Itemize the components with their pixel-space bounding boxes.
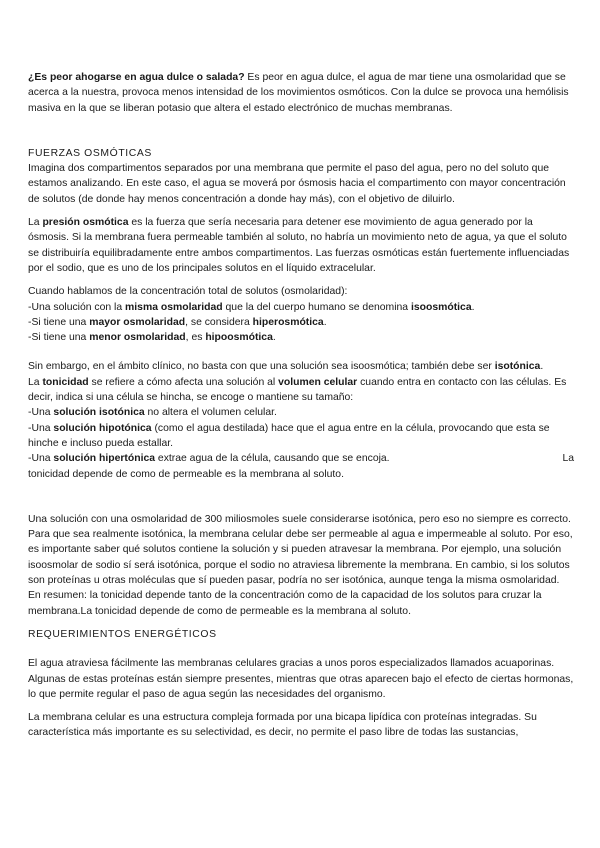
energeticos-paragraph-2: La membrana celular es una estructura compleja formada por una bicapa lipídica con proteínas integradas. Su característica más importante es su selectividad, es decir, no permite el paso libre de todas las sustancias, [28,712,537,739]
tonicidad-paragraph-2 [28,375,574,406]
osmolaridad-item-iso [28,300,574,315]
text-run: -Una solución con la [28,301,126,313]
text-run: no altera el volumen celular. [144,407,277,419]
term-isoosmotica: isoosmótica [410,301,472,313]
text-run: La [562,453,574,465]
text-run: La [28,376,43,388]
text-run: . [540,361,544,373]
term-misma-osmolaridad: misma osmolaridad [125,301,223,313]
text-run: cuando entra en contacto con las células. Es decir, indica si una célula se hincha, se encoge o mantiene su tamaño: [28,376,567,404]
tonicidad-item-isotonica [28,405,574,420]
isotonica-paragraph: Una solución con una osmolaridad de 300 miliosmoles suele considerarse isotónica, pero eso no siempre es correcto. Para que sea realmente isotónica, la membrana celular debe ser permeable al agua e impermeable al soluto. Por eso, es importante saber qué solutos contiene la solución y si pueden atravesar la membrana. Por ejemplo, una solución isoosmolar de sodio sí será isotónica, porque el sodio no atraviesa libremente la membrana. En cambio, si los solutos son proteínas u otras moléculas que sí pueden pasar, podría no ser isotónica, aunque tenga la misma osmolaridad. [28,513,573,587]
term-volumen-celular: volumen celular [278,376,358,388]
text-run: que la del cuerpo humano se denomina [222,301,411,313]
document-page [28,70,574,741]
tonicidad-paragraph-1 [28,359,574,374]
term-presion-osmotica: presión osmótica [42,217,129,229]
text-run: , es [185,332,206,344]
text-run: (como el agua destilada) hace que el agua entre en la célula, provocando que esta se hinche e incluso pueda estallar. [28,422,550,449]
tonicidad-item-hipertonica [28,451,574,466]
text-run: -Si tiene una [28,316,90,328]
term-mayor-osmolaridad: mayor osmolaridad [89,316,186,328]
text-run: , se considera [185,316,253,328]
tonicidad-item-hipotonica [28,421,574,452]
intro-question: ¿Es peor ahogarse en agua dulce o salada? [28,72,245,83]
osmolaridad-item-hipo [28,330,574,345]
intro-answer: Es peor en agua dulce, el agua de mar tiene una osmolaridad que se acerca a la nuestra, provoca menos intensidad de los movimientos osmóticos. Con la dulce se provoca una hemólisis masiva en la que se liberan potasio que altera el estado electrónico de muchas membranas. [28,72,569,114]
text-run: extrae agua de la célula, causando que se encoja. [155,453,390,465]
text-run: -Si tiene una [28,332,90,344]
term-solucion-isotonica: solución isotónica [53,407,145,419]
term-isotonica: isotónica [494,361,541,373]
heading-fuerzas-osmoticas: FUERZAS OSMÓTICAS [28,147,152,159]
osmolaridad-item-hiper [28,315,574,330]
term-hiperosmotica: hiperosmótica [252,316,324,328]
text-run: . [272,332,276,344]
text-run: -Una [28,453,54,465]
text-run: se refiere a cómo afecta una solución al [88,376,279,388]
energeticos-paragraph-1: El agua atraviesa fácilmente las membranas celulares gracias a unos poros especializados llamados acuaporinas. Algunas de estas proteínas están siempre presentes, mientras que otras aparecen bajo el efecto de ciertas hormonas, lo que permite regular el paso de agua según las necesidades del organismo. [28,658,574,700]
heading-requerimientos-energeticos: REQUERIMIENTOS ENERGÉTICOS [28,628,217,640]
term-solucion-hipertonica: solución hipertónica [53,453,156,465]
text-run: -Una [28,407,54,419]
tonicidad-note: tonicidad depende de como de permeable es la membrana al soluto. [28,468,344,480]
text-run: es la fuerza que sería necesaria para detener ese movimiento de agua generado por la ósmosis. Si la membrana fuera permeable también al soluto, no habría un movimiento neto de agua, ya que el soluto se distribuiría equilibradamente entre ambos compartimentos. Las fuerzas osmóticas están fuertemente influenciadas por el sodio, que es uno de los principales solutos en el líquido extracelular. [28,217,570,274]
fuerzas-paragraph-2 [28,215,574,276]
text-run: . [323,316,327,328]
term-menor-osmolaridad: menor osmolaridad [89,332,186,344]
term-solucion-hipotonica: solución hipotónica [53,422,152,434]
text-run: -Una [28,422,54,434]
text-run: Sin embargo, en el ámbito clínico, no basta con que una solución sea isoosmótica; también debe ser [28,361,495,373]
resumen-paragraph: En resumen: la tonicidad depende tanto de la concentración como de la capacidad de los solutos para cruzar la membrana.La tonicidad depende de como de permeable es la membrana al soluto. [28,590,542,617]
fuerzas-paragraph-1: Imagina dos compartimentos separados por una membrana que permite el paso del agua, pero no del soluto que estamos analizando. En este caso, el agua se moverá por ósmosis hacia el compartimento con mayor concentración de solutos (de donde hay menos concentración a donde hay más), con el objetivo de diluirlo. [28,163,566,205]
term-hipoosmotica: hipoosmótica [205,332,273,344]
text-run: . [471,301,475,313]
text-run: La [28,217,43,229]
term-tonicidad: tonicidad [42,376,89,388]
osmolaridad-intro: Cuando hablamos de la concentración total de solutos (osmolaridad): [28,286,348,298]
intro-paragraph [28,70,574,116]
